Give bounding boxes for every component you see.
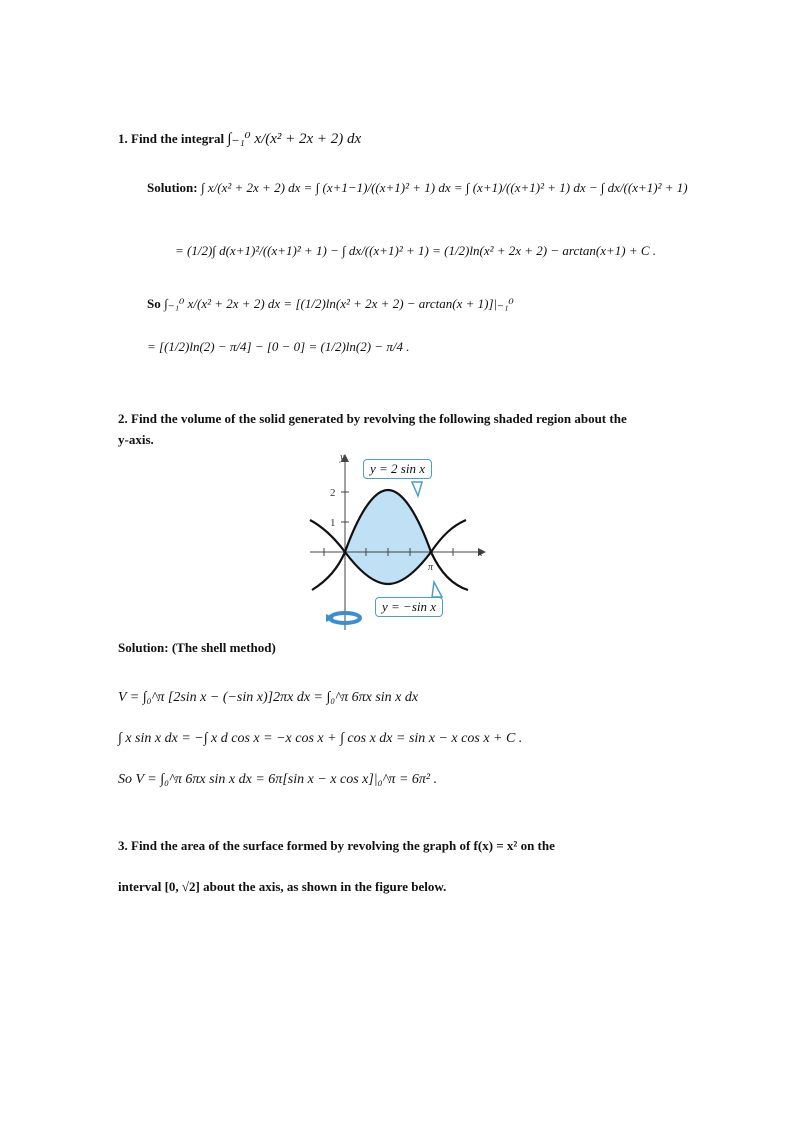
p2-question-line1: 2. Find the volume of the solid generated by revolving the following shaded region about the <box>118 411 627 426</box>
p1-line3-math: ∫₋₁⁰ x/(x² + 2x + 2) dx = [(1/2)ln(x² + 2x + 2) − arctan(x + 1)]|₋₁⁰ <box>164 296 514 311</box>
x-tick-pi-label: π <box>428 562 434 573</box>
shaded-region <box>345 490 431 584</box>
p2-line2: ∫ x sin x dx = −∫ x d cos x = −x cos x + ∫ cos x dx = sin x − x cos x + C . <box>118 731 523 746</box>
y-axis-label: y <box>340 452 345 463</box>
y-tick-2-label: 2 <box>330 487 336 499</box>
p1-solution-label: Solution: <box>147 180 198 195</box>
p2-line3: So V = ∫₀^π 6πx sin x dx = 6π[sin x − x cos x]|₀^π = 6π² . <box>118 772 438 787</box>
p1-question <box>118 129 361 148</box>
lower-curve-label: y = −sin x <box>375 597 443 617</box>
p1-line4: = [(1/2)ln(2) − π/4] − [0 − 0] = (1/2)ln(2) − π/4 . <box>147 339 410 354</box>
p1-line2: = (1/2)∫ d(x+1)²/((x+1)² + 1) − ∫ dx/((x+1)² + 1) = (1/2)ln(x² + 2x + 2) − arctan(x+1) + C . <box>175 243 657 258</box>
y-tick-1-label: 1 <box>330 517 336 529</box>
lower-callout-pointer <box>432 582 442 597</box>
p3-question-line1: 3. Find the area of the surface formed by revolving the graph of f(x) = x² on the <box>118 838 555 853</box>
p2-line1: V = ∫₀^π [2sin x − (−sin x)]2πx dx = ∫₀^π 6πx sin x dx <box>118 690 419 705</box>
upper-callout-pointer <box>412 482 422 496</box>
p1-line3 <box>147 296 514 313</box>
p1-question-prefix: 1. Find the integral <box>118 131 225 146</box>
p1-question-math: ∫₋₁⁰ x/(x² + 2x + 2) dx <box>227 131 362 147</box>
x-axis-label: x <box>478 548 483 559</box>
p2-figure <box>300 450 500 635</box>
p1-line1-math: ∫ x/(x² + 2x + 2) dx = ∫ (x+1−1)/((x+1)² + 1) dx = ∫ (x+1)/((x+1)² + 1) dx − ∫ dx/((x+1)² + 1) <box>201 180 688 195</box>
p3-question-line2: interval [0, √2] about the axis, as shown in the figure below. <box>118 879 447 894</box>
p2-solution-label: Solution: (The shell method) <box>118 640 276 655</box>
p1-so-label: So <box>147 296 161 311</box>
p2-question-line2: y-axis. <box>118 432 154 447</box>
p1-solution-line1 <box>147 180 688 197</box>
upper-curve-label: y = 2 sin x <box>363 459 432 479</box>
